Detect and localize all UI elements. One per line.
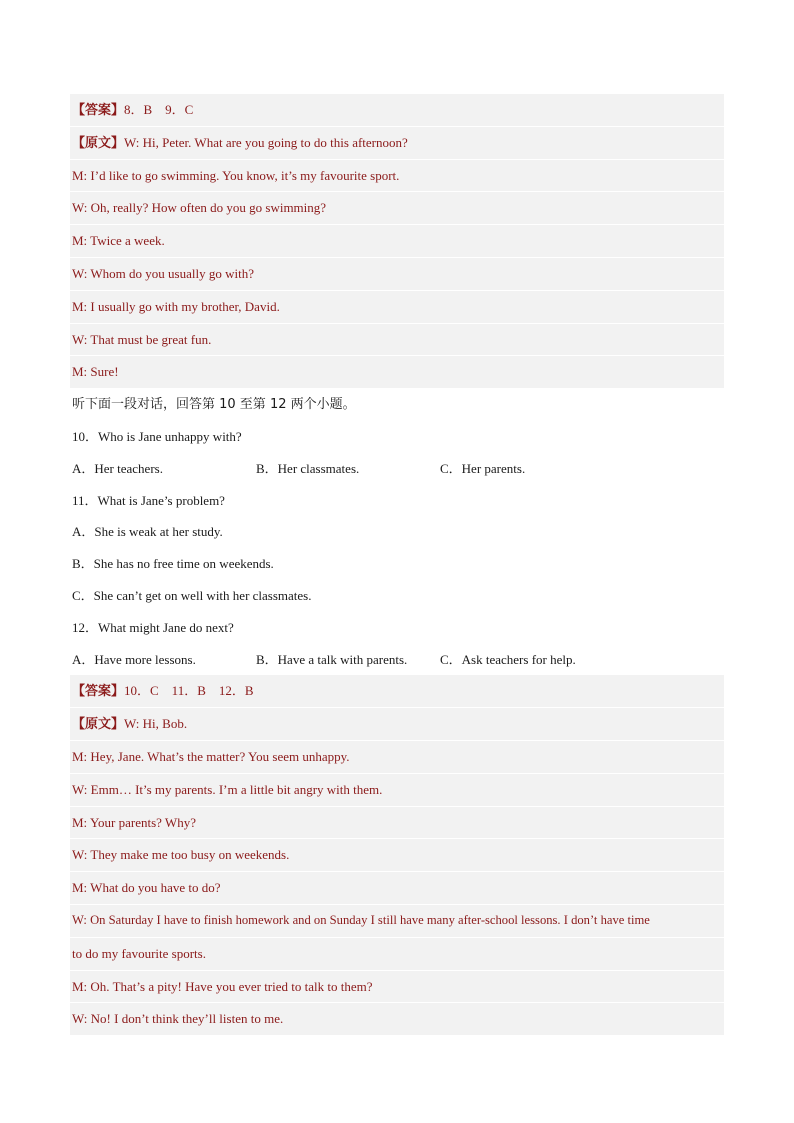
document-page	[70, 94, 724, 1036]
transcript-line: M: Your parents? Why?	[70, 807, 724, 840]
option-c[interactable]: C．She can’t get on well with her classmates.	[72, 587, 312, 603]
transcript-line: W: That must be great fun.	[70, 324, 724, 357]
transcript-line: W: Whom do you usually go with?	[70, 258, 724, 291]
option-c[interactable]: C．Her parents.	[440, 460, 526, 476]
option-b[interactable]: B．Her classmates.	[256, 460, 360, 476]
option-a[interactable]: A．Her teachers.	[72, 460, 163, 476]
option-c[interactable]: C．Ask teachers for help.	[440, 651, 576, 667]
transcript-line: M: I’d like to go swimming. You know, it’s my favourite sport.	[70, 160, 724, 193]
transcript-line: M: Sure!	[70, 356, 724, 389]
option-a[interactable]: A．Have more lessons.	[72, 651, 196, 667]
answer-text: 10．C 11．B 12．B	[124, 683, 254, 699]
transcript-line: 【原文】W: Hi, Peter. What are you going to do this afternoon?	[70, 127, 724, 160]
transcript-line: W: No! I don’t think they’ll listen to me.	[70, 1003, 724, 1036]
transcript-line: M: Hey, Jane. What’s the matter? You seem unhappy.	[70, 741, 724, 774]
transcript-line: W: They make me too busy on weekends.	[70, 839, 724, 872]
transcript-line: W: On Saturday I have to finish homework and on Sunday I still have many after-school lessons. I don’t have time	[70, 905, 724, 938]
transcript-line: to do my favourite sports.	[70, 938, 724, 971]
option-a[interactable]: A．She is weak at her study.	[72, 524, 223, 540]
question-12-options	[70, 644, 724, 676]
listening-instruction: 听下面一段对话，回答第 10 至第 12 两个小题。	[72, 397, 356, 413]
question-10-options	[70, 453, 724, 485]
answer-line-1	[70, 94, 724, 127]
question-10-stem: 10．Who is Jane unhappy with?	[72, 428, 242, 444]
transcript-line: M: I usually go with my brother, David.	[70, 291, 724, 324]
transcript-line: W: Emm… It’s my parents. I’m a little bit angry with them.	[70, 774, 724, 807]
question-12-stem: 12．What might Jane do next?	[72, 619, 234, 635]
transcript-line: M: Twice a week.	[70, 225, 724, 258]
question-11-stem: 11．What is Jane’s problem?	[72, 492, 225, 508]
transcript-line: M: Oh. That’s a pity! Have you ever tried to talk to them?	[70, 971, 724, 1004]
option-b[interactable]: B．Have a talk with parents.	[256, 651, 408, 667]
transcript-line: M: What do you have to do?	[70, 872, 724, 905]
answer-tag: 【答案】	[72, 684, 125, 700]
original-text-tag: 【原文】	[72, 135, 125, 151]
answer-line-2	[70, 675, 724, 708]
answer-text: 8．B 9．C	[124, 102, 194, 117]
option-b[interactable]: B．She has no free time on weekends.	[72, 556, 274, 572]
transcript-line: 【原文】W: Hi, Bob.	[70, 708, 724, 741]
transcript-line: W: Oh, really? How often do you go swimming?	[70, 192, 724, 225]
answer-tag: 【答案】	[72, 103, 125, 118]
original-text-tag: 【原文】	[72, 717, 125, 733]
